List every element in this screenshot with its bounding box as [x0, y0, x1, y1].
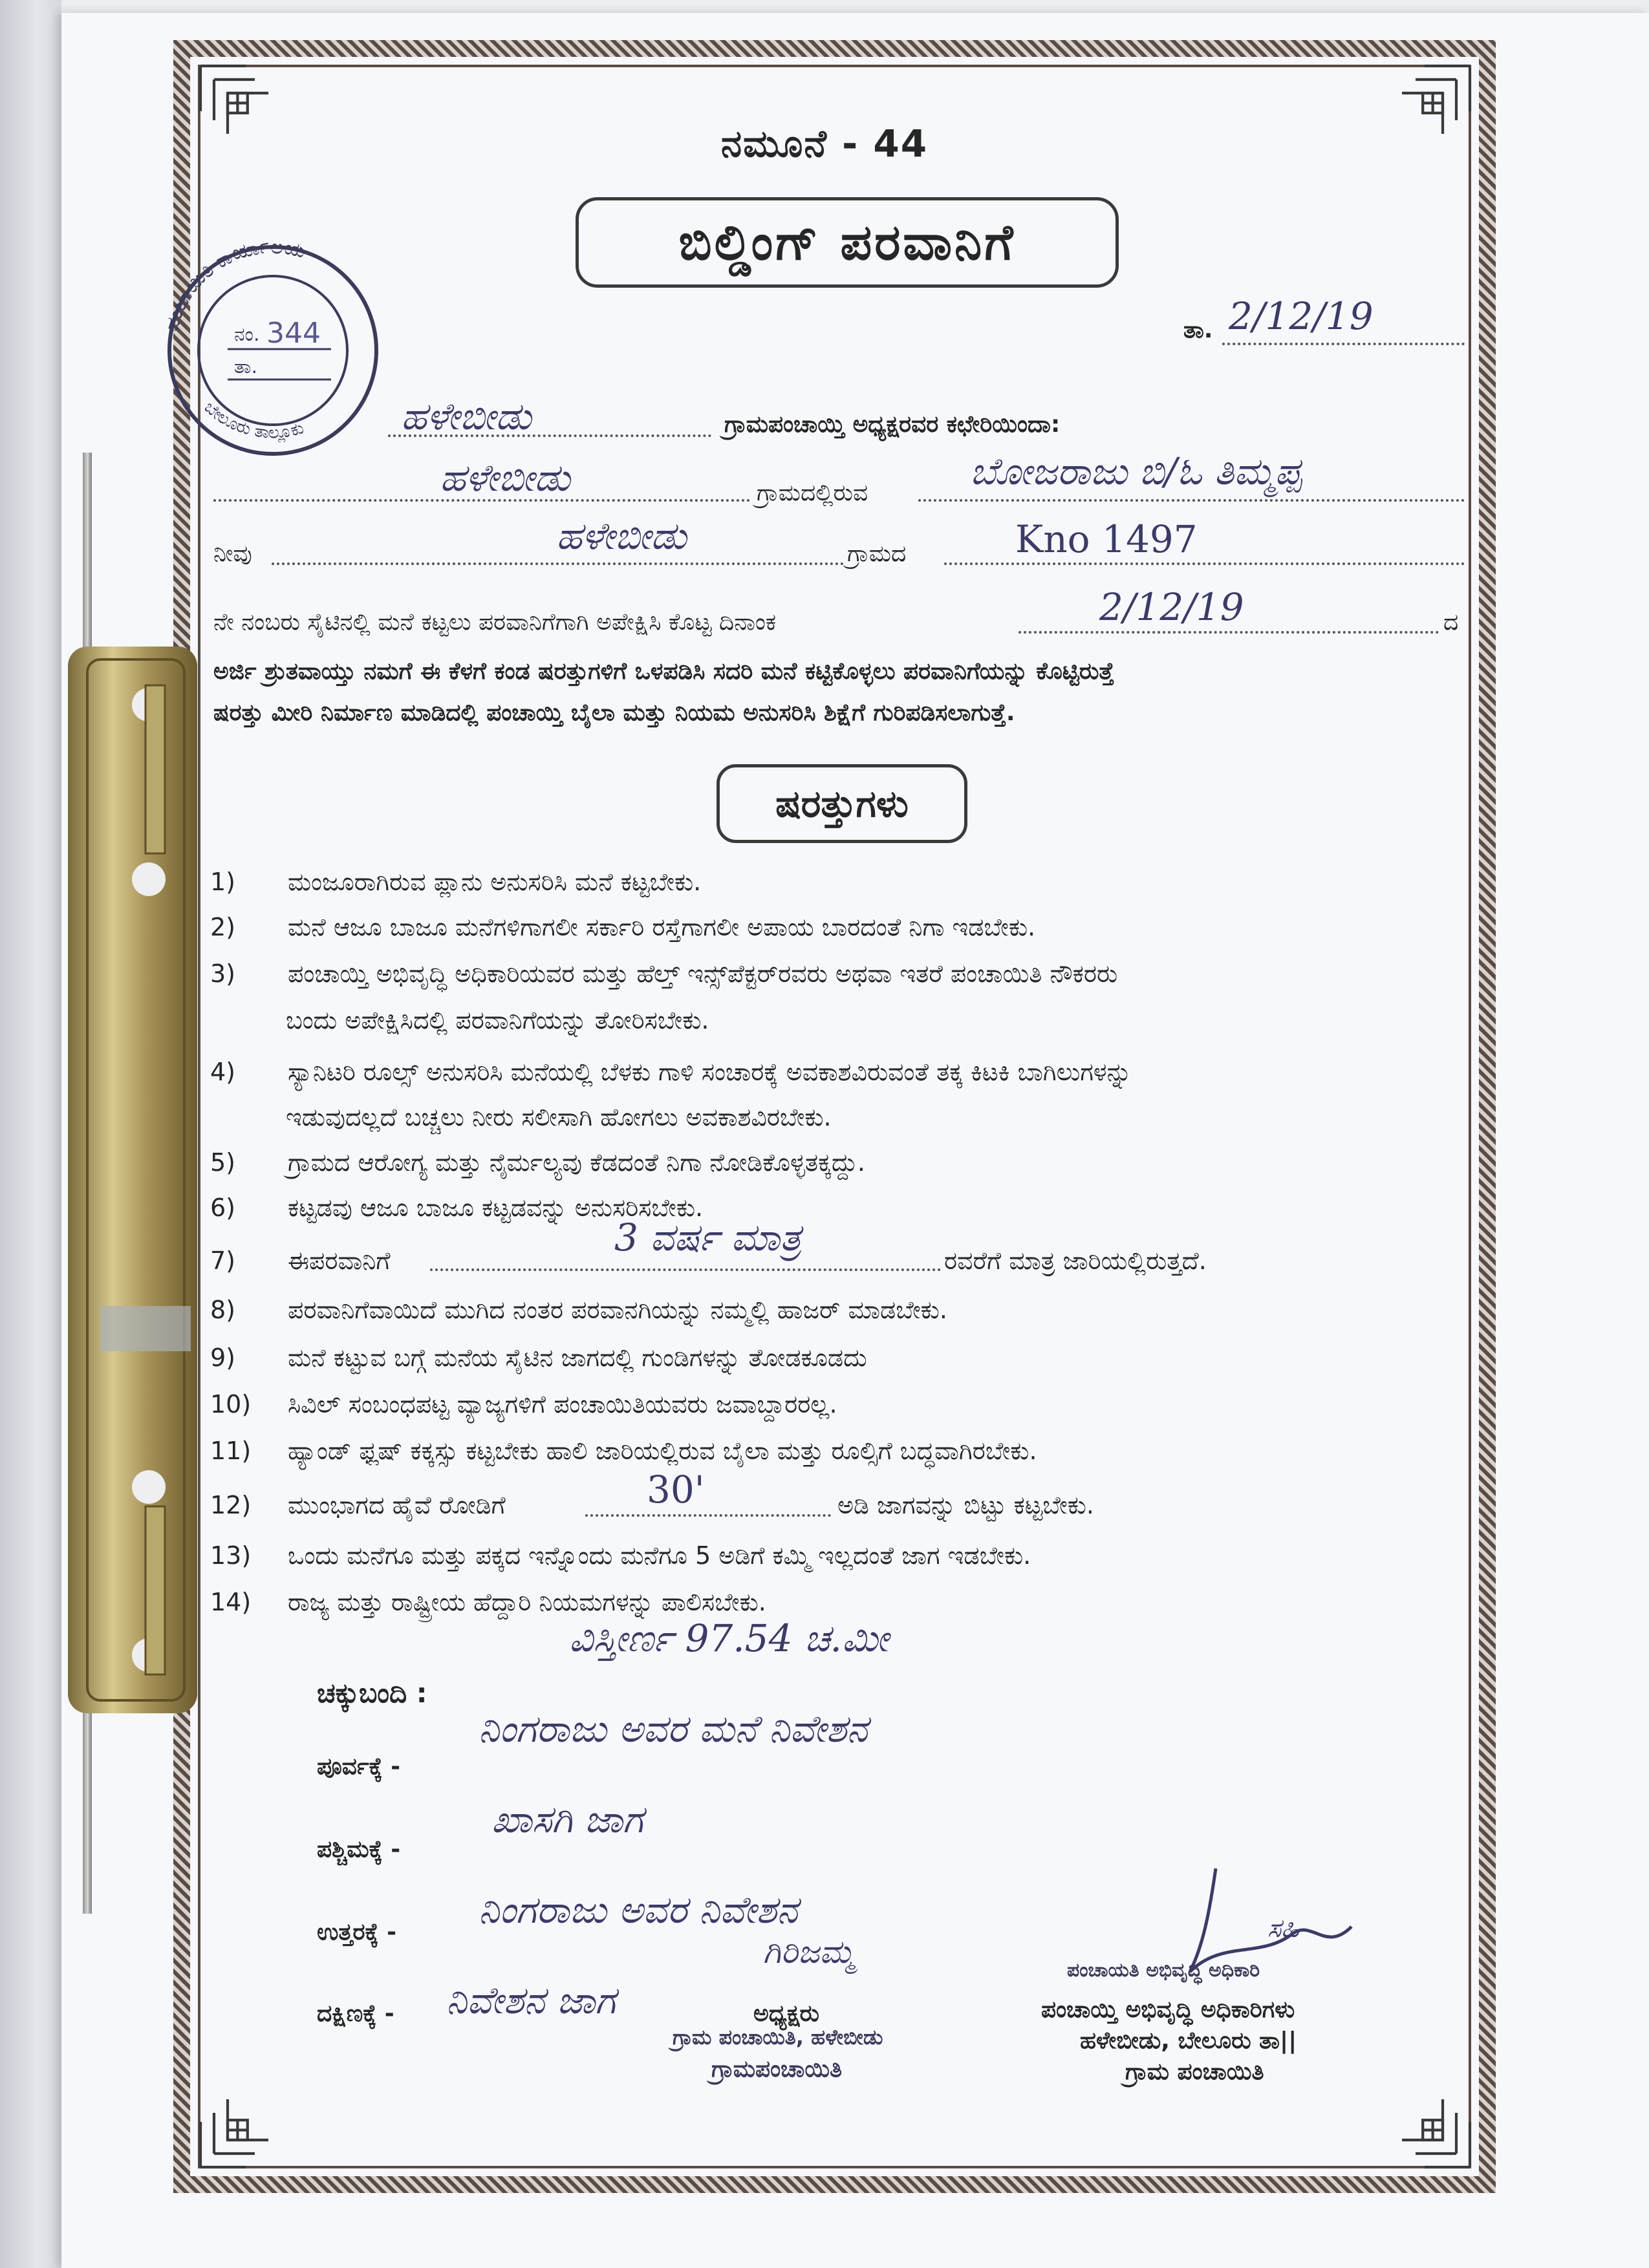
- handwritten-validity: 3 ವರ್ಷ ಮಾತ್ರ: [614, 1215, 802, 1259]
- seal-no-value: 344: [266, 317, 321, 350]
- body-line-2: ಷರತ್ತು ಮೀರಿ ನಿರ್ಮಾಣ ಮಾಡಿದಲ್ಲಿ ಪಂಚಾಯ್ತಿ ಬೈಲಾ ಮತ್ತು ನಿಯಮ ಅನುಸರಿಸಿ ಶಿಕ್ಷೆಗೆ ಗುರಿಪಡಿಸಲಾಗುತ್ತೆ.: [213, 700, 1015, 726]
- place-3-dots: [272, 562, 844, 565]
- condition-text-continued: ಇಡುವುದಲ್ಲದೆ ಬಚ್ಚಲು ನೀರು ಸಲೀಸಾಗಿ ಹೋಗಲು ಅವಕಾಶವಿರಬೇಕು.: [286, 1103, 832, 1131]
- handwritten-north-boundary: ನಿಂಗರಾಜು ಅವರ ನಿವೇಶನ: [479, 1888, 798, 1932]
- boundaries-heading: ಚಕ್ಕುಬಂದಿ :: [317, 1677, 427, 1709]
- condition-number: 7): [210, 1246, 236, 1275]
- handwritten-application-date: 2/12/19: [1099, 585, 1244, 629]
- condition-number: 12): [210, 1491, 252, 1519]
- condition-text: ರಾಜ್ಯ ಮತ್ತು ರಾಷ್ಟ್ರೀಯ ಹೆದ್ದಾರಿ ನಿಯಮಗಳನ್ನು ಪಾಲಿಸಬೇಕು.: [288, 1588, 766, 1616]
- handwritten-place-3: ಹಳೇಬೀಡು: [556, 514, 687, 558]
- condition-item: [210, 1390, 837, 1419]
- condition-item: [210, 1058, 1132, 1087]
- khata-dots: [944, 562, 1465, 565]
- condition-number: 13): [210, 1541, 252, 1570]
- left-signatory-title: ಅಧ್ಯಕ್ಷರು: [753, 2000, 819, 2027]
- document-heading: [576, 197, 1119, 288]
- date-label: ತಾ.: [1183, 317, 1213, 343]
- condition-number: 5): [210, 1148, 236, 1177]
- condition-item: [210, 1343, 867, 1373]
- plot-line-suffix: ದ: [1443, 609, 1459, 636]
- condition-text: ಮುಂಭಾಗದ ಹೈವೆ ರೋಡಿಗೆ: [288, 1491, 506, 1519]
- you-label: ನೀವು: [213, 540, 252, 567]
- left-signatory-office: ಗ್ರಾಮಪಂಚಾಯಿತಿ: [711, 2056, 843, 2082]
- condition-text: ಈಪರವಾನಿಗೆ: [288, 1246, 391, 1275]
- boundary-south-label: ದಕ್ಷಿಣಕ್ಕೆ -: [317, 2000, 394, 2027]
- scanner-edge: [0, 0, 61, 2268]
- condition-text-continued: ಬಂದು ಅಪೇಕ್ಷಿಸಿದಲ್ಲಿ ಪರವಾನಿಗೆಯನ್ನು ತೋರಿಸಬೇಕು.: [286, 1006, 709, 1034]
- setback-dots: [585, 1514, 831, 1517]
- validity-dots: [430, 1268, 941, 1271]
- condition-text: ಸಿವಿಲ್ ಸಂಬಂಧಪಟ್ಟ ವ್ಯಾಜ್ಯಗಳಿಗೆ ಪಂಚಾಯಿತಿಯವರು ಜವಾಬ್ದಾರರಲ್ಲ.: [288, 1390, 837, 1418]
- corner-ornament-bottom-left: [191, 2086, 282, 2176]
- condition-item: [210, 959, 1117, 989]
- condition-text: ಹ್ಯಾಂಡ್ ಫ್ಲಷ್ ಕಕ್ಕಸ್ಸು ಕಟ್ಟಬೇಕು ಹಾಲಿ ಜಾರಿಯಲ್ಲಿರುವ ಬೈಲಾ ಮತ್ತು ರೂಲ್ಸಿಗೆ ಬದ್ಧವಾಗಿರಬೇಕು.: [288, 1437, 1037, 1465]
- condition-suffix: ರವರೆಗೆ ಮಾತ್ರ ಜಾರಿಯಲ್ಲಿರುತ್ತದೆ.: [944, 1246, 1207, 1275]
- right-signatory-location: ಹಳೇಬೀಡು, ಬೇಲೂರು ತಾ||: [1080, 2027, 1297, 2054]
- handwritten-applicant: ಬೋಜರಾಜು ಬಿ/ಓ ತಿಮ್ಮಪ್ಪ: [970, 449, 1302, 493]
- handwritten-front-setback: 30': [647, 1468, 705, 1512]
- handwritten-west-boundary: ಖಾಸಗಿ ಜಾಗ: [491, 1797, 643, 1841]
- handwritten-east-boundary: ನಿಂಗರಾಜು ಅವರ ಮನೆ ನಿವೇಶನ: [479, 1707, 868, 1751]
- condition-number: 8): [210, 1296, 236, 1324]
- condition-item: [210, 913, 1035, 942]
- form-number: ನಮೂನೆ - 44: [720, 122, 929, 166]
- condition-text: ಗ್ರಾಮದ ಆರೋಗ್ಯ ಮತ್ತು ನೈರ್ಮಲ್ಯವು ಕೆಡದಂತೆ ನಿಗಾ ನೋಡಿಕೊಳ್ಳತಕ್ಕದ್ದು.: [288, 1148, 866, 1177]
- condition-text: ಸ್ಯಾನಿಟರಿ ರೂಲ್ಸ್ ಅನುಸರಿಸಿ ಮನೆಯಲ್ಲಿ ಬೆಳಕು ಗಾಳಿ ಸಂಚಾರಕ್ಕೆ ಅವಕಾಶವಿರುವಂತೆ ತಕ್ಕ ಕಿಟಕಿ ಬಾಗಿಲುಗಳನ್ನು: [288, 1058, 1132, 1086]
- condition-text: ಮನೆ ಆಜೂ ಬಾಜೂ ಮನೆಗಳಿಗಾಗಲೀ ಸರ್ಕಾರಿ ರಸ್ತೆಗಾಗಲೀ ಅಪಾಯ ಬಾರದಂತೆ ನಿಗಾ ಇಡಬೇಕು.: [288, 913, 1036, 941]
- applicant-dots: [918, 499, 1465, 502]
- right-signatory-stamp: ಪಂಚಾಯತಿ ಅಭಿವೃದ್ಧಿ ಅಧಿಕಾರಿ: [1067, 1959, 1260, 1982]
- condition-number: 10): [210, 1390, 252, 1418]
- boundary-east-label: ಪೂರ್ವಕ್ಕೆ -: [317, 1753, 401, 1780]
- village-of-label: ಗ್ರಾಮದ: [847, 540, 907, 567]
- condition-text: ಪಂಚಾಯ್ತಿ ಅಭಿವೃದ್ಧಿ ಅಧಿಕಾರಿಯವರ ಮತ್ತು ಹೆಲ್ತ್ ಇನ್ಸ್‌ಪೆಕ್ಟರ್‌ರವರು ಅಥವಾ ಇತರೆ ಪಂಚಾಯಿತಿ ನೌಕರರು: [288, 959, 1118, 988]
- conditions-heading-text: ಷರತ್ತುಗಳು: [775, 781, 909, 826]
- handwritten-south-boundary: ನಿವೇಶನ ಜಾಗ: [446, 1978, 616, 2022]
- village-in-label: ಗ್ರಾಮದಲ್ಲಿರುವ: [757, 480, 868, 506]
- from-office-text: ಗ್ರಾಮಪಂಚಾಯ್ತಿ ಅಧ್ಯಕ್ಷರವರ ಕಛೇರಿಯಿಂದಾ:: [724, 411, 1061, 438]
- file-binder-clip: [61, 647, 217, 1713]
- heading-text: ಬಿಲ್ಡಿಂಗ್ ಪರವಾನಿಗೆ: [678, 213, 1016, 271]
- condition-number: 4): [210, 1058, 236, 1086]
- condition-item: [210, 1246, 390, 1276]
- handwritten-place-2: ಹಳೇಬೀಡು: [440, 456, 570, 500]
- condition-number: 2): [210, 913, 236, 941]
- office-seal: [137, 228, 409, 460]
- handwritten-khata: Kno 1497: [1015, 517, 1198, 561]
- handwritten-place-1: ಹಳೇಬೀಡು: [401, 394, 532, 438]
- condition-number: 6): [210, 1193, 236, 1222]
- boundary-north-label: ಉತ್ತರಕ್ಕೆ -: [317, 1919, 397, 1945]
- right-signatory-office: ಗ್ರಾಮ ಪಂಚಾಯಿತಿ: [1125, 2059, 1264, 2085]
- condition-number: 14): [210, 1588, 252, 1616]
- condition-item: [210, 1541, 1031, 1570]
- place-1-dots: [388, 434, 711, 437]
- seal-location-text: ಬೇಲೂರು ತಾಲ್ಲೂಕು: [200, 397, 307, 444]
- condition-text: ಒಂದು ಮನೆಗೂ ಮತ್ತು ಪಕ್ಕದ ಇನ್ನೊಂದು ಮನೆಗೂ 5 ಅಡಿಗೆ ಕಮ್ಮಿ ಇಲ್ಲದಂತೆ ಜಾಗ ಇಡಬೇಕು.: [288, 1541, 1031, 1570]
- app-date-dots: [1018, 631, 1439, 634]
- condition-text: ಪರವಾನಿಗೆವಾಯಿದೆ ಮುಗಿದ ನಂತರ ಪರವಾನಗಿಯನ್ನು ನಮ್ಮಲ್ಲಿ ಹಾಜರ್ ಮಾಡಬೇಕು.: [288, 1296, 947, 1324]
- seal-office-text: ಪಂಚಾಯಿತಿ ಕಾರ್ಯಾಲಯ: [160, 234, 308, 334]
- condition-number: 9): [210, 1343, 236, 1372]
- condition-suffix: ಅಡಿ ಜಾಗವನ್ನು ಬಿಟ್ಟು ಕಟ್ಟಬೇಕು.: [837, 1491, 1094, 1519]
- condition-number: 11): [210, 1437, 252, 1465]
- handwritten-signature-right: ಸಹಿ: [1267, 1914, 1299, 1943]
- condition-text: ಮನೆ ಕಟ್ಟುವ ಬಗ್ಗೆ ಮನೆಯ ಸೈಟಿನ ಜಾಗದಲ್ಲಿ ಗುಂಡಿಗಳನ್ನು ತೋಡಕೂಡದು: [288, 1343, 867, 1372]
- plot-line-text: ನೇ ನಂಬರು ಸೈಟಿನಲ್ಲಿ ಮನೆ ಕಟ್ಟಲು ಪರವಾನಿಗೆಗಾಗಿ ಅಪೇಕ್ಷಿಸಿ ಕೊಟ್ಟ ದಿನಾಂಕ: [213, 609, 777, 636]
- condition-item: [210, 1296, 947, 1325]
- corner-ornament-bottom-right: [1388, 2086, 1479, 2176]
- right-signatory-title: ಪಂಚಾಯ್ತಿ ಅಭಿವೃದ್ಧಿ ಅಧಿಕಾರಿಗಳು: [1041, 1996, 1295, 2023]
- condition-text: ಕಟ್ಟಡವು ಆಜೂ ಬಾಜೂ ಕಟ್ಟಡವನ್ನು ಅನುಸರಿಸಬೇಕು.: [288, 1193, 704, 1222]
- condition-number: 3): [210, 959, 236, 988]
- condition-item: [210, 1437, 1037, 1466]
- left-signatory-stamp: ಗ್ರಾಮ ಪಂಚಾಯಿತಿ, ಹಳೇಬೀಡು: [673, 2025, 883, 2049]
- condition-item: [210, 1148, 865, 1177]
- handwritten-area-note: ವಿಸ್ತೀರ್ಣ 97.54 ಚ.ಮೀ: [569, 1616, 889, 1660]
- handwritten-signature-left: ಗಿರಿಜಮ್ಮ: [763, 1933, 855, 1971]
- condition-text: ಮಂಜೂರಾಗಿರುವ ಪ್ಲಾನು ಅನುಸರಿಸಿ ಮನೆ ಕಟ್ಟಬೇಕು.: [288, 868, 702, 896]
- date-dots: [1222, 343, 1465, 345]
- condition-number: 1): [210, 868, 236, 896]
- condition-item: [210, 1588, 766, 1617]
- handwritten-date: 2/12/19: [1229, 294, 1374, 338]
- condition-item: [210, 1491, 506, 1520]
- seal-date-label: ತಾ.: [234, 356, 258, 378]
- seal-no-label: ನಂ.: [234, 323, 260, 346]
- condition-item: [210, 868, 701, 897]
- body-line-1: ಅರ್ಜಿ ಶ್ರುತವಾಯ್ತು ನಮಗೆ ಈ ಕೆಳಗೆ ಕಂಡ ಷರತ್ತುಗಳಿಗೆ ಒಳಪಡಿಸಿ ಸದರಿ ಮನೆ ಕಟ್ಟಿಕೊಳ್ಳಲು ಪರವಾನಿಗೆಯನ್ನು ಕೊಟ್ಟಿರುತ್ತೆ: [213, 658, 1114, 685]
- boundary-west-label: ಪಶ್ಚಿಮಕ್ಕೆ -: [317, 1836, 401, 1863]
- conditions-heading: [717, 764, 967, 843]
